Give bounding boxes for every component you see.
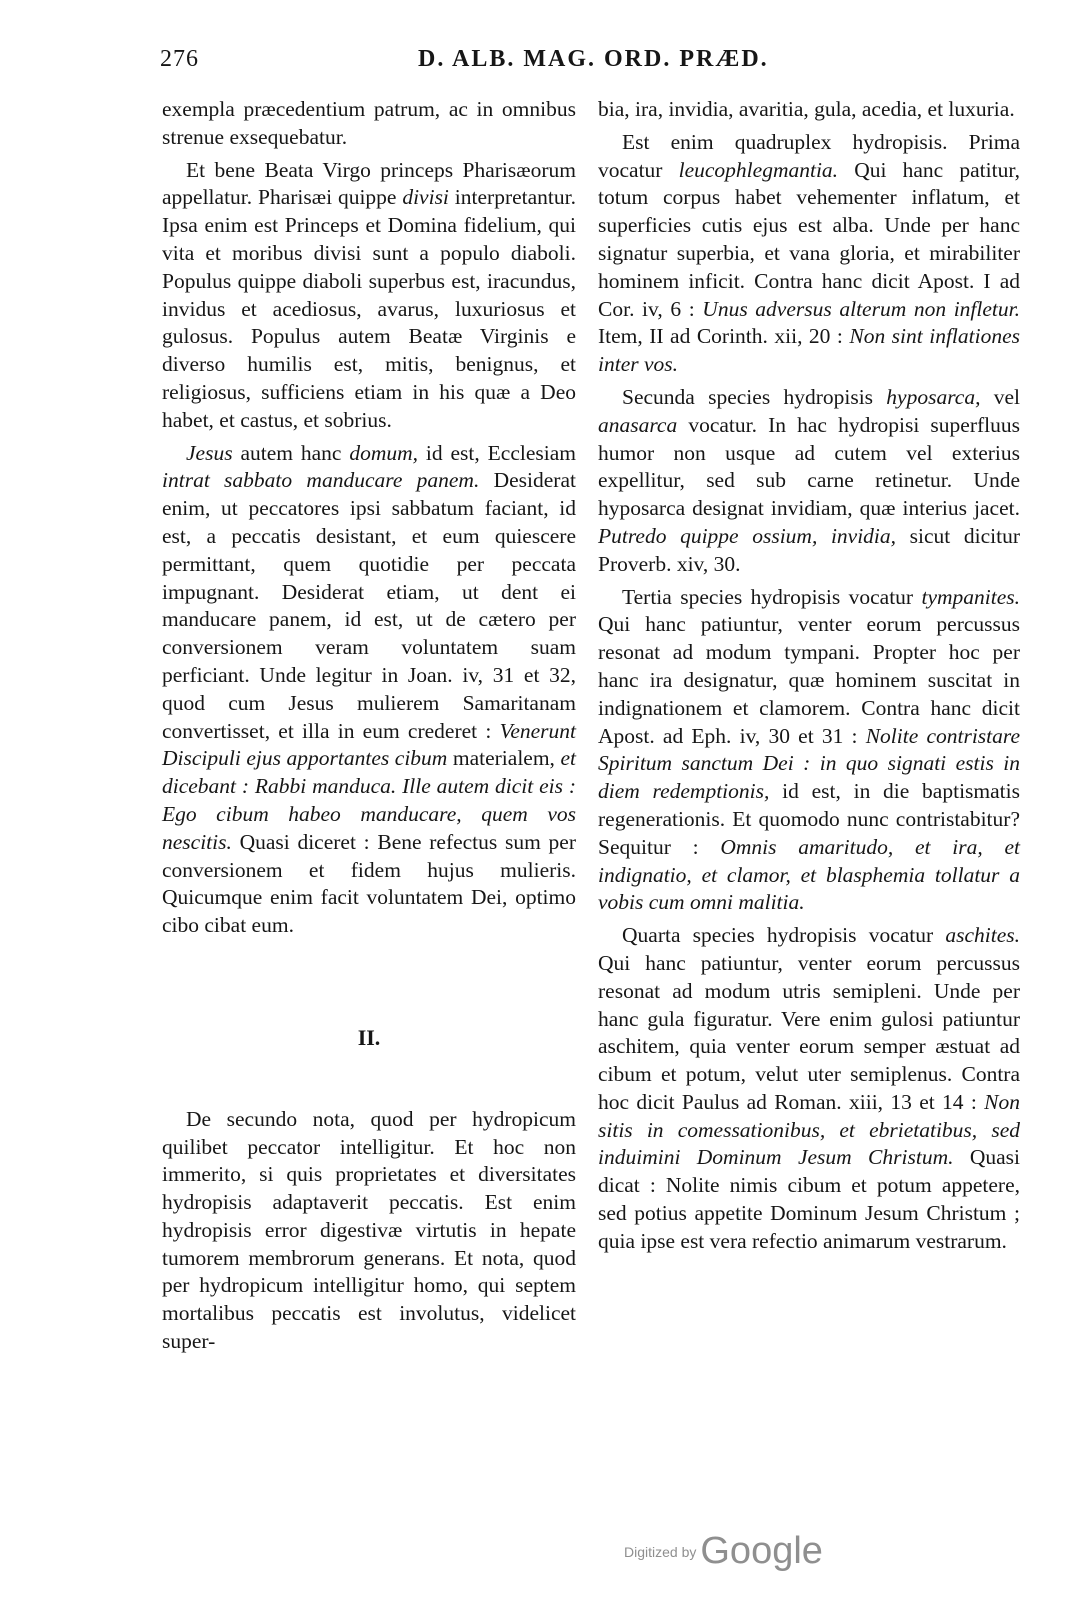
section-heading: II.	[357, 1024, 381, 1050]
left-paragraph-3: Jesus autem hanc domum, id est, Ecclesiam intrat sabbato manducare panem. Desiderat enim, ut peccatores ipsi sabbatum faciant, id est, a peccatis desistant, et eum quiescere permittant, quem quotidie per peccata impugnant. Desiderat etiam, ut dent ei manducare panem, id est, ut de cætero per conversionem veram voluntatem suam perficiant. Unde legitur in Joan. iv, 31 et 32, quod cum Jesus mulierem Samaritanam convertisset, et illa in eum crederet : Venerunt Discipuli ejus apportantes cibum materialem, et dicebant : Rabbi manduca. Ille autem dicit eis : Ego cibum habeo manducare, quem vos nescitis. Quasi diceret : Bene refectus sum per conversionem et fidem hujus mulieris. Quicumque enim facit voluntatem Dei, optimo cibo cibat eum.	[162, 440, 576, 938]
digitized-by-watermark	[624, 1530, 823, 1574]
right-paragraph-4: Tertia species hydropisis vocatur tympanites. Qui hanc patiuntur, venter eorum percussus resonat ad modum tympani. Propter hoc per hanc ira designatur, quæ hominem suscitat in indignationem et clamorem. Contra hanc dicit Apost. ad Eph. iv, 30 et 31 : Nolite contristare Spiritum sanctum Dei : in quo signati estis in diem redemptionis, id est, in die baptismatis regenerationis. Et quomodo nunc contristabitur? Sequitur : Omnis amaritudo, et ira, et indignatio, et clamor, et blasphemia tollatur a vobis cum omni malitia.	[598, 584, 1020, 915]
running-head: D. ALB. MAG. ORD. PRÆD.	[418, 46, 769, 72]
digitized-by-label: Digitized by	[624, 1544, 697, 1560]
left-column	[162, 96, 576, 1356]
right-paragraph-1: bia, ira, invidia, avaritia, gula, acedia, et luxuria.	[598, 97, 1015, 121]
google-logo: Google	[700, 1530, 823, 1572]
left-paragraph-1: exempla præcedentium patrum, ac in omnibus strenue exsequebatur.	[162, 97, 576, 149]
page-number: 276	[160, 46, 199, 72]
right-paragraph-3: Secunda species hydropisis hyposarca, vel anasarca vocatur. In hac hydropisi superfluus humor non usque ad cutem vel exterius expellitur, sed sub carne retinetur. Unde hyposarca designat invidiam, quæ interius jacet. Putredo quippe ossium, invidia, sicut dicitur Proverb. xiv, 30.	[598, 384, 1020, 576]
right-paragraph-5: Quarta species hydropisis vocatur aschites. Qui hanc patiuntur, venter eorum percussus resonat ad modum utris semipleni. Unde per hanc gula figuratur. Vere enim gulosi patiuntur aschitem, quia venter eorum semper æstuat ad cibum et potum, velut uter semiplenus. Contra hoc dicit Paulus ad Roman. xiii, 13 et 14 : Non sitis in comessationibus, et ebrietatibus, sed induimini Dominum Jesum Christum. Quasi dicat : Nolite nimis cibum et potum appetere, sed potius appetite Dominum Jesum Christum ; quia ipse est vera refectio animarum vestrarum.	[598, 923, 1020, 1253]
right-paragraph-2: Est enim quadruplex hydropisis. Prima vocatur leucophlegmantia. Qui hanc patitur, totum corpus habet vehementer inflatum, et superficies cutis ejus est alba. Unde per hanc signatur superbia, et vana gloria, et mirabiliter hominem inficit. Contra hanc dicit Apost. I ad Cor. iv, 6 : Unus adversus alterum non infletur. Item, II ad Corinth. xii, 20 : Non sint inflationes inter vos.	[598, 129, 1020, 377]
page-header	[160, 46, 1020, 82]
right-column	[598, 96, 1020, 1256]
left-paragraph-2: Et bene Beata Virgo princeps Pharisæorum appellatur. Pharisæi quippe divisi interpretantur. Ipsa enim est Princeps et Domina fidelium, qui vita et moribus divisi sunt a populo diaboli. Populus quippe diaboli superbus est, iracundus, invidus et acediosus, avarus, luxuriosus et gulosus. Populus autem Beatæ Virginis e diverso humilis est, mitis, benignus, et religiosus, sufficiens etiam in his quæ a Deo habet, et castus, et sobrius.	[162, 157, 576, 432]
left-paragraph-4: De secundo nota, quod per hydropicum quilibet peccator intelligitur. Et hoc non immerito, si quis proprietates et diversitates hydropisis adaptaverit peccatis. Est enim hydropisis error digestivæ virtutis in hepate tumorem membrorum generans. Et nota, quod per hydropicum intelligitur homo, qui septem mortalibus peccatis est involutus, videlicet super-	[162, 1106, 576, 1354]
